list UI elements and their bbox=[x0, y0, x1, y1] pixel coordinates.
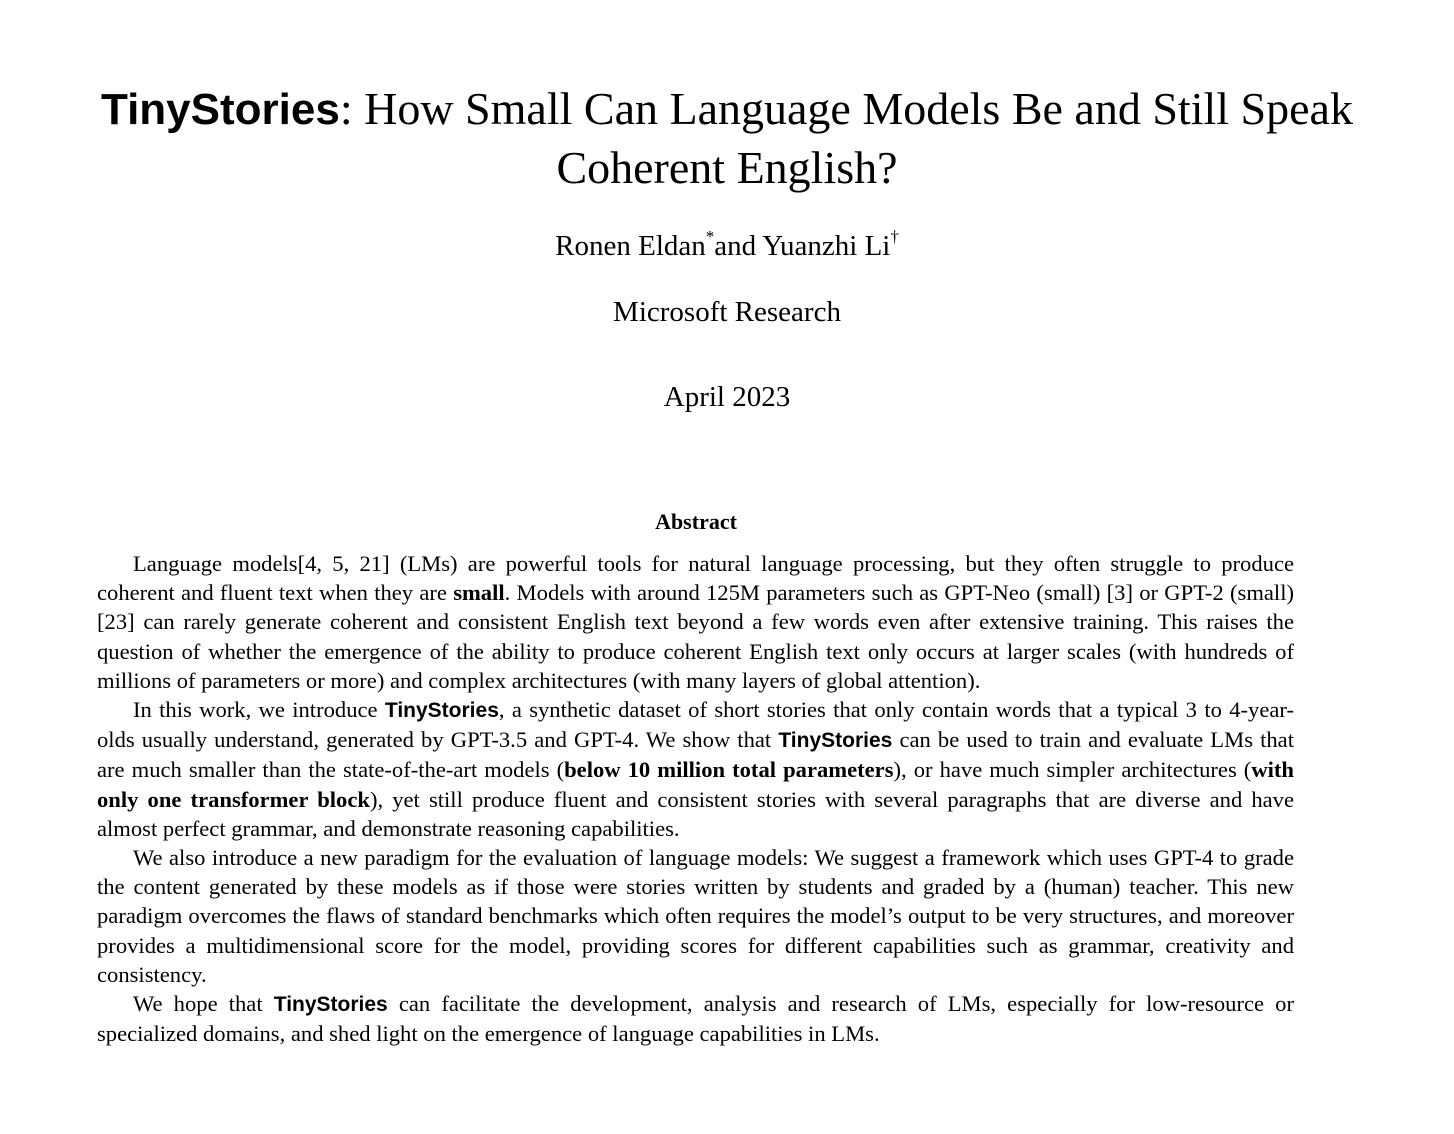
abstract-text: In this work, we introduce bbox=[133, 697, 385, 723]
author-name: Yuanzhi Li bbox=[762, 230, 891, 262]
abstract-text: , a synthetic dataset of short stories that only contain words that a typical 3 to 4-year-olds usually understand, generated by GPT-3.5 and GPT-4. We show that bbox=[97, 697, 1294, 753]
abstract-paragraph bbox=[97, 843, 1294, 989]
abstract-body bbox=[97, 549, 1294, 1048]
abstract-text: can facilitate the development, analysis and research of LMs, especially for low-resource or specialized domains, and shed light on the emergence of language capabilities in LMs. bbox=[97, 991, 1295, 1047]
author-connector: and bbox=[714, 230, 763, 262]
dataset-name: TinyStories bbox=[778, 729, 893, 753]
abstract-text: We also introduce a new paradigm for the evaluation of language models: We suggest a framework which uses GPT-4 to grade the content generated by these models as if those were stories written by students and graded by a (human) teacher. This new paradigm overcomes the flaws of standard benchmarks which often requires the model’s output to be very structures, and moreover provides a multidimensional score for the model, providing scores for different capabilities such as grammar, creativity and consistency. bbox=[97, 845, 1294, 987]
abstract-text: We hope that bbox=[133, 991, 274, 1017]
abstract-heading: Abstract bbox=[655, 509, 737, 534]
abstract-emphasis: below 10 million total parameters bbox=[564, 757, 894, 783]
abstract-paragraph bbox=[97, 989, 1294, 1048]
dataset-name: TinyStories bbox=[384, 699, 499, 723]
author-footnote-mark: * bbox=[705, 227, 715, 246]
paper-title bbox=[40, 80, 1414, 197]
abstract-paragraph bbox=[97, 549, 1294, 695]
author-name: Ronen Eldan bbox=[555, 230, 706, 262]
dataset-name: TinyStories bbox=[273, 993, 388, 1017]
abstract-paragraph bbox=[97, 695, 1294, 843]
abstract-emphasis: with only one transformer block bbox=[97, 757, 1294, 812]
author-line bbox=[0, 228, 1454, 264]
title-brand: TinyStories bbox=[101, 85, 340, 134]
abstract-emphasis: small bbox=[453, 580, 505, 606]
author-footnote-mark: † bbox=[890, 227, 899, 246]
affiliation: Microsoft Research bbox=[613, 296, 841, 328]
abstract-text: ), or have much simpler architectures ( bbox=[893, 757, 1252, 783]
abstract-text: can be used to train and evaluate LMs that are much smaller than the state-of-the-art models ( bbox=[97, 727, 1294, 783]
publication-date: April 2023 bbox=[663, 381, 791, 413]
abstract-text: Language models[4, 5, 21] (LMs) are powerful tools for natural language processing, but they often struggle to produce coherent and fluent text when they are bbox=[97, 551, 1294, 606]
title-text: : How Small Can Language Models Be and Still Speak Coherent English? bbox=[339, 83, 1353, 193]
abstract-text: ), yet still produce fluent and consistent stories with several paragraphs that are diverse and have almost perfect grammar, and demonstrate reasoning capabilities. bbox=[97, 786, 1295, 841]
abstract-text: . Models with around 125M parameters such as GPT-Neo (small) [3] or GPT-2 (small) [23] can rarely generate coherent and consistent English text beyond a few words even after extensive training. This raises the question of whether the emergence of the ability to produce coherent English text only occurs at larger scales (with hundreds of millions of parameters or more) and complex architectures (with many layers of global attention). bbox=[97, 580, 1294, 693]
